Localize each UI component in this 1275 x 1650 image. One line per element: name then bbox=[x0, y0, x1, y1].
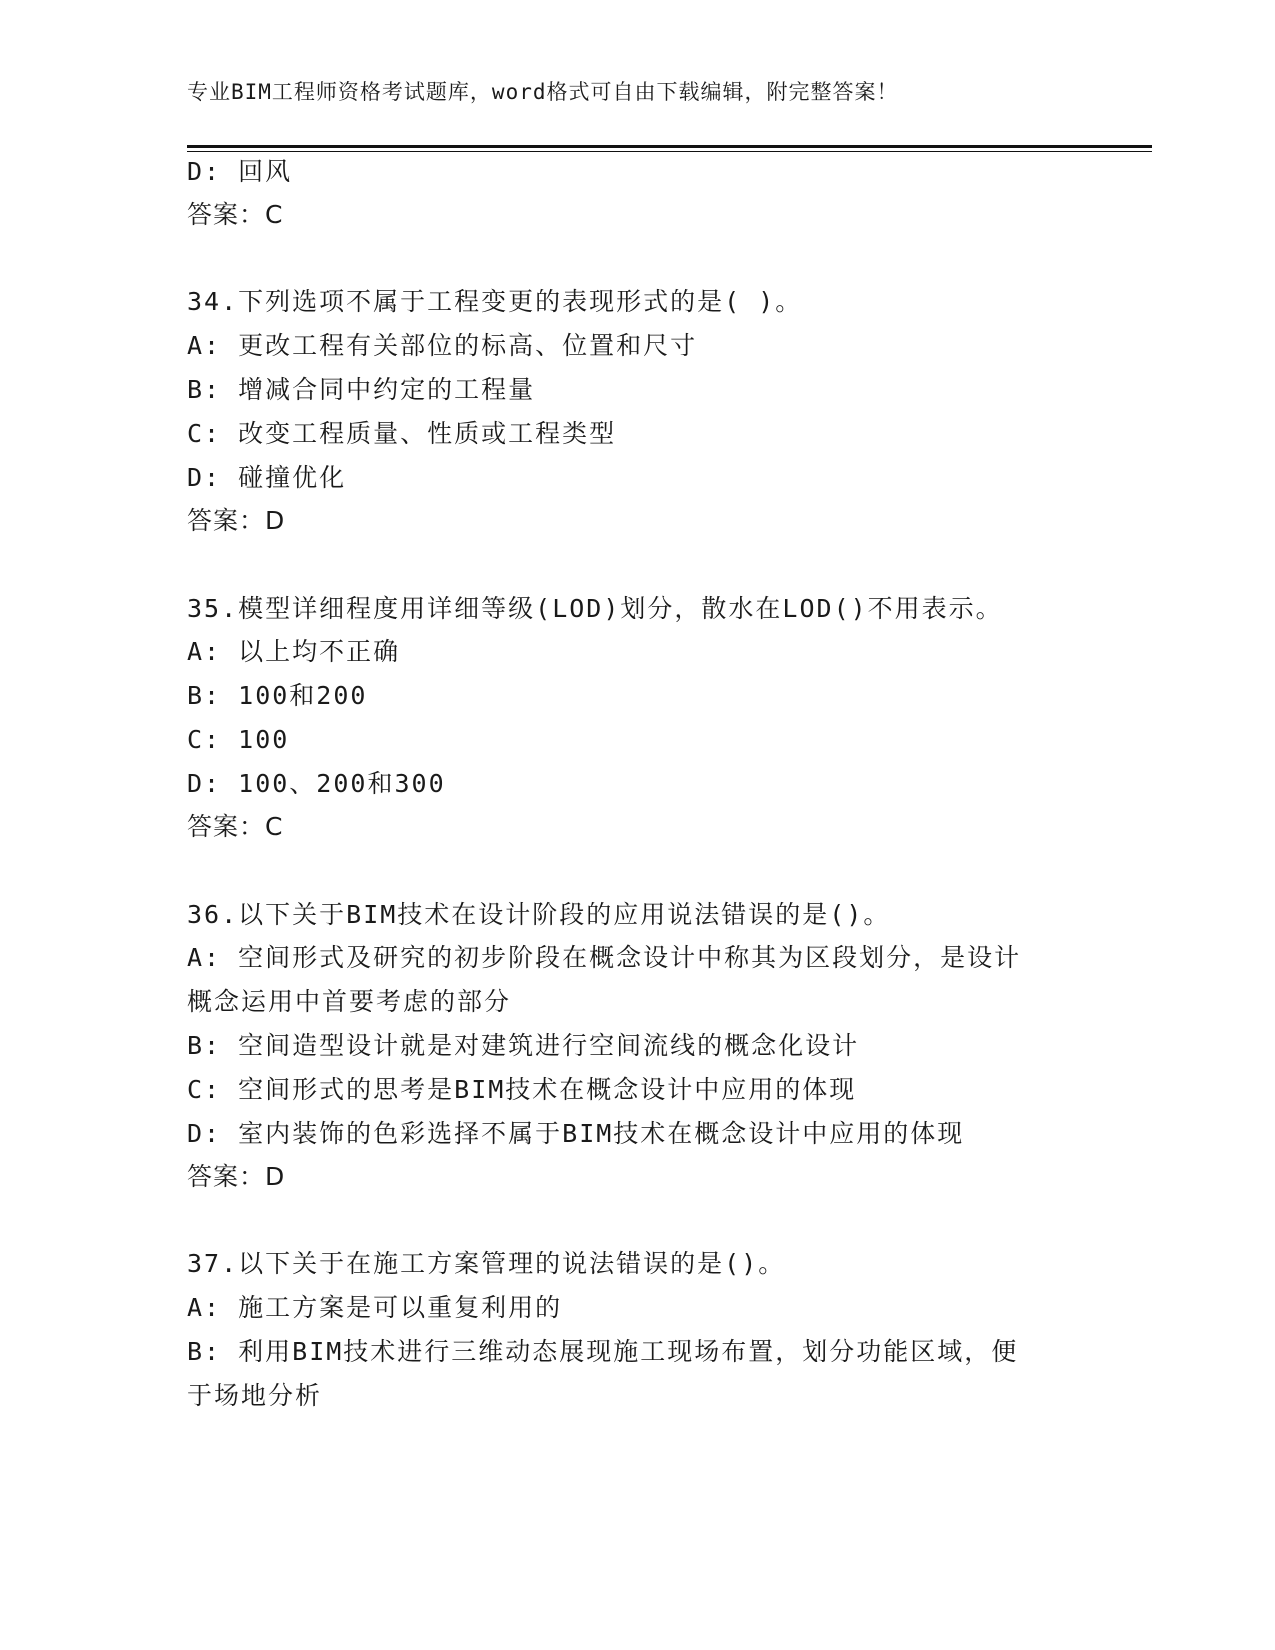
answer-line: 答案：D bbox=[187, 506, 286, 535]
option-line: A: 空间形式及研究的初步阶段在概念设计中称其为区段划分，是设计 bbox=[187, 943, 1022, 972]
answer-line: 答案：C bbox=[187, 200, 284, 229]
answer-line: 答案：C bbox=[187, 812, 284, 841]
option-line: A: 以上均不正确 bbox=[187, 637, 401, 666]
question-line: 37.以下关于在施工方案管理的说法错误的是()。 bbox=[187, 1249, 786, 1278]
option-line: B: 利用BIM技术进行三维动态展现施工现场布置，划分功能区域，便 bbox=[187, 1337, 1019, 1366]
option-line: D: 室内装饰的色彩选择不属于BIM技术在概念设计中应用的体现 bbox=[187, 1119, 965, 1148]
header-rule-thin bbox=[187, 151, 1152, 152]
option-line: C: 空间形式的思考是BIM技术在概念设计中应用的体现 bbox=[187, 1075, 857, 1104]
header-rule-thick bbox=[187, 145, 1152, 148]
option-line-continuation: 概念运用中首要考虑的部分 bbox=[187, 987, 512, 1016]
option-line: A: 更改工程有关部位的标高、位置和尺寸 bbox=[187, 331, 698, 360]
option-line: B: 100和200 bbox=[187, 681, 368, 710]
option-line: A: 施工方案是可以重复利用的 bbox=[187, 1293, 563, 1322]
option-line: D: 回风 bbox=[187, 157, 293, 186]
answer-line: 答案：D bbox=[187, 1162, 286, 1191]
option-line: C: 100 bbox=[187, 725, 290, 754]
question-line: 34.下列选项不属于工程变更的表现形式的是( )。 bbox=[187, 287, 803, 316]
option-line: C: 改变工程质量、性质或工程类型 bbox=[187, 419, 617, 448]
option-line-continuation: 于场地分析 bbox=[187, 1381, 323, 1410]
page-header: 专业BIM工程师资格考试题库，word格式可自由下载编辑，附完整答案！ bbox=[187, 80, 899, 104]
option-line: B: 增减合同中约定的工程量 bbox=[187, 375, 536, 404]
option-line: D: 碰撞优化 bbox=[187, 463, 347, 492]
option-line: B: 空间造型设计就是对建筑进行空间流线的概念化设计 bbox=[187, 1031, 860, 1060]
question-line: 35.模型详细程度用详细等级(LOD)划分，散水在LOD()不用表示。 bbox=[187, 594, 1003, 623]
question-line: 36.以下关于BIM技术在设计阶段的应用说法错误的是()。 bbox=[187, 900, 891, 929]
option-line: D: 100、200和300 bbox=[187, 769, 446, 798]
